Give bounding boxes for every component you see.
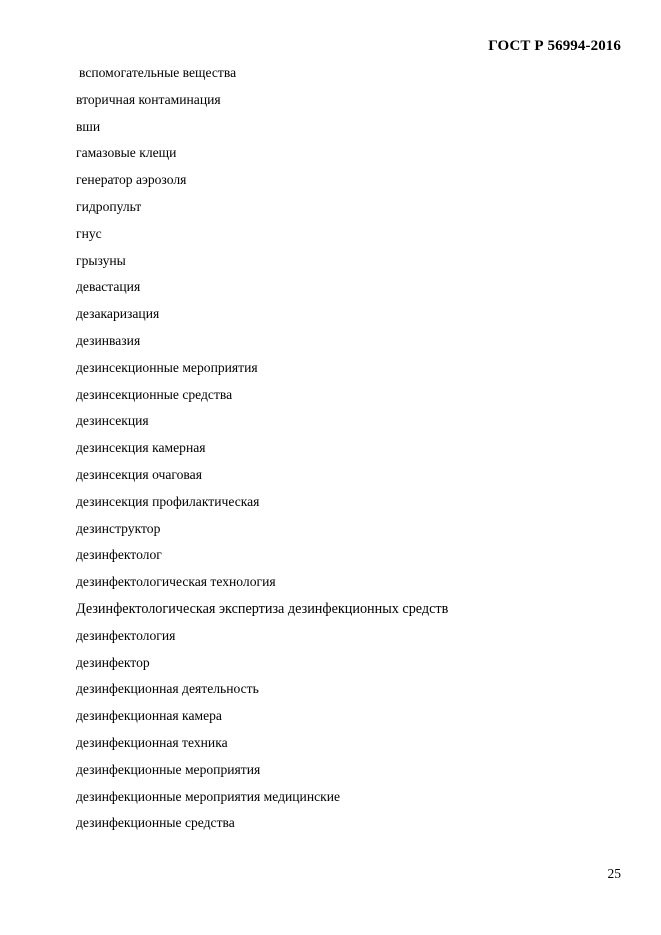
term-item: дезакаризация (76, 306, 160, 322)
term-item: дезинсекционные средства (76, 386, 233, 402)
term-item: вторичная контаминация (76, 91, 221, 107)
term-item: гнус (76, 225, 102, 241)
document-code: ГОСТ Р 56994-2016 (488, 38, 621, 54)
term-item: дезинструктор (76, 520, 161, 536)
term-item: дезинфекционная камера (76, 708, 222, 724)
term-item: дезинсекционные мероприятия (76, 359, 258, 375)
term-item: вспомогательные вещества (79, 65, 237, 80)
term-item: дезинсекция камерная (76, 440, 206, 456)
term-item: девастация (76, 279, 141, 295)
term-item: дезинфектология (76, 627, 176, 643)
term-item: дезинфекционная деятельность (76, 681, 259, 697)
term-item: дезинфектор (76, 654, 150, 670)
term-item: дезинфекционные мероприятия медицинские (76, 788, 341, 804)
term-item: дезинфекционные мероприятия (76, 761, 261, 777)
term-item: генератор аэрозоля (76, 172, 187, 188)
term-item: дезинсекция (76, 413, 149, 429)
term-item: дезинфекционные средства (76, 815, 235, 831)
term-item: гамазовые клещи (76, 145, 177, 161)
term-item: дезинфектолог (76, 547, 162, 563)
term-item: Дезинфектологическая экспертиза дезинфекционных средств (76, 600, 449, 617)
term-item: вши (76, 118, 101, 134)
term-index-list (76, 63, 448, 840)
term-item: гидропульт (76, 198, 142, 214)
term-item: грызуны (76, 252, 126, 268)
term-item: дезинвазия (76, 332, 141, 348)
term-item: дезинсекция профилактическая (76, 493, 260, 509)
term-item: дезинсекция очаговая (76, 466, 202, 482)
page-number: 25 (607, 866, 621, 881)
term-item: дезинфектологическая технология (76, 574, 276, 590)
term-item: дезинфекционная техника (76, 734, 228, 750)
